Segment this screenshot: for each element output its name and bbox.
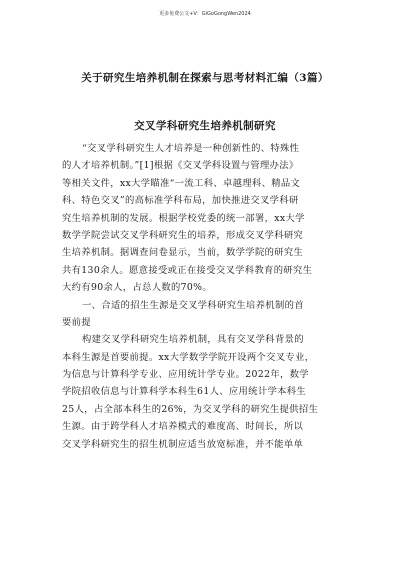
paragraph-line: 为信息与计算科学专业、应用统计学专业。2022年，数学 xyxy=(62,369,309,381)
heading-line: 一、合适的招生生源是交叉学科研究生培养机制的首 xyxy=(82,299,304,311)
heading-line: 要前提 xyxy=(62,316,91,328)
paragraph-line: 等相关文件，xx大学瞄准“一流工科、卓越理科、精品文 xyxy=(62,177,301,189)
paragraph-line: 科、特色交叉”的高标准学科布局，加快推进交叉学科研 xyxy=(62,195,299,207)
paragraph-line: 大约有90余人，占总人数的70%。 xyxy=(62,282,213,294)
paragraph-line: 数学学院尝试交叉学科研究生的培养，形成交叉学科研究 xyxy=(62,229,304,241)
paragraph-line: 构建交叉学科研究生培养机制，具有交叉学科背景的 xyxy=(82,334,304,346)
body-text xyxy=(62,140,352,453)
paragraph-line: 学院招收信息与计算科学本科生61人、应用统计学本科生 xyxy=(62,386,307,398)
paragraph-line: 生培养机制。据调查问卷显示，当前，数学学院的研究生 xyxy=(62,247,304,259)
paragraph-line: 生源。由于跨学科人才培养模式的难度高、时间长，所以 xyxy=(62,421,304,433)
paragraph-line: 共有130余人。愿意接受或正在接受交叉学科教育的研究生 xyxy=(62,264,313,276)
paragraph-line: 究生培养机制的发展。根据学校党委的统一部署，xx大学 xyxy=(62,212,305,224)
section-title: 交叉学科研究生培养机制研究 xyxy=(134,120,276,132)
paragraph-line: “交叉学科研究生人才培养是一种创新性的、特殊性 xyxy=(82,143,300,154)
document-title: 关于研究生培养机制在探索与思考材料汇编（3篇） xyxy=(81,72,329,84)
paragraph-line: 交叉学科研究生的招生机制应适当放宽标准，并不能单单 xyxy=(62,438,304,450)
paragraph-line: 25人，占全部本科生的26%，为交叉学科的研究生提供招生 xyxy=(62,403,319,415)
paragraph-line: 的人才培养机制。”[1]根据《交叉学科设置与管理办法》 xyxy=(62,160,299,172)
header-watermark: 更多免费公文+V：GiGoGongWen2024 xyxy=(159,11,251,17)
paragraph-line: 本科生源是首要前提。xx大学数学学院开设两个交叉专业， xyxy=(62,351,315,363)
